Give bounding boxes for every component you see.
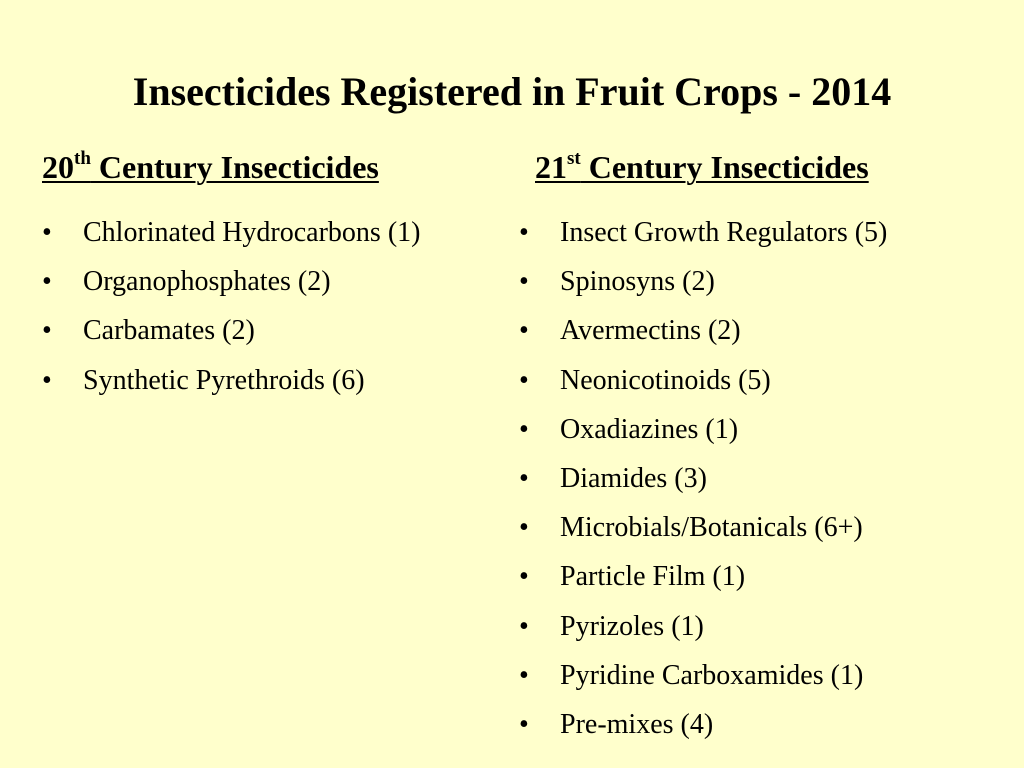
right-column-heading (535, 146, 869, 188)
slide-title: Insecticides Registered in Fruit Crops - 2014 (132, 69, 892, 114)
right-heading-number: 21 (535, 149, 567, 185)
list-item-label: Neonicotinoids (5) (560, 364, 771, 396)
list-item-label: Pyridine Carboxamides (1) (560, 659, 864, 691)
list-item (519, 602, 1014, 651)
list-item (519, 257, 1014, 306)
bullet-icon: • (519, 462, 529, 494)
left-insecticide-list (42, 208, 512, 405)
bullet-icon: • (519, 413, 529, 445)
left-column-heading (42, 146, 379, 188)
left-heading-text: Century Insecticides (90, 149, 379, 185)
list-item-label: Spinosyns (2) (560, 266, 715, 298)
list-item (42, 208, 512, 257)
list-item (519, 651, 1014, 700)
bullet-icon: • (519, 610, 529, 642)
list-item (519, 356, 1014, 405)
list-item-label: Oxadiazines (1) (560, 413, 739, 445)
bullet-icon: • (519, 708, 529, 740)
list-item-label: Diamides (3) (560, 462, 707, 494)
list-item-label: Microbials/Botanicals (6+) (560, 512, 863, 544)
bullet-icon: • (519, 315, 529, 347)
list-item (42, 306, 512, 355)
list-item-label: Pyrizoles (1) (560, 610, 704, 642)
right-heading-text: Century Insecticides (580, 149, 869, 185)
bullet-icon: • (519, 561, 529, 593)
list-item (519, 306, 1014, 355)
bullet-icon: • (519, 659, 529, 691)
list-item-label: Organophosphates (2) (83, 266, 331, 298)
list-item (42, 257, 512, 306)
bullet-icon: • (42, 266, 52, 298)
bullet-icon: • (42, 315, 52, 347)
bullet-icon: • (519, 217, 529, 248)
list-item-label: Particle Film (1) (560, 561, 746, 593)
left-heading-number: 20 (42, 149, 74, 185)
bullet-icon: • (519, 266, 529, 298)
bullet-icon: • (42, 217, 52, 248)
left-heading-ordinal-suffix: th (74, 148, 91, 170)
bullet-icon: • (519, 512, 529, 544)
list-item-label: Pre-mixes (4) (560, 708, 714, 740)
list-item (519, 208, 1014, 257)
list-item-label: Avermectins (2) (560, 315, 741, 347)
list-item (519, 405, 1014, 454)
list-item (42, 356, 512, 405)
list-item-label: Insect Growth Regulators (5) (560, 217, 888, 248)
bullet-icon: • (42, 364, 52, 396)
list-item-label: Chlorinated Hydrocarbons (1) (83, 217, 421, 248)
list-item (519, 503, 1014, 552)
bullet-icon: • (519, 364, 529, 396)
list-item (519, 552, 1014, 601)
list-item-label: Synthetic Pyrethroids (6) (83, 364, 365, 396)
list-item-label: Carbamates (2) (83, 315, 255, 347)
list-item (519, 454, 1014, 503)
list-item (519, 700, 1014, 749)
right-heading-ordinal-suffix: st (567, 148, 581, 170)
right-insecticide-list (519, 208, 1014, 749)
